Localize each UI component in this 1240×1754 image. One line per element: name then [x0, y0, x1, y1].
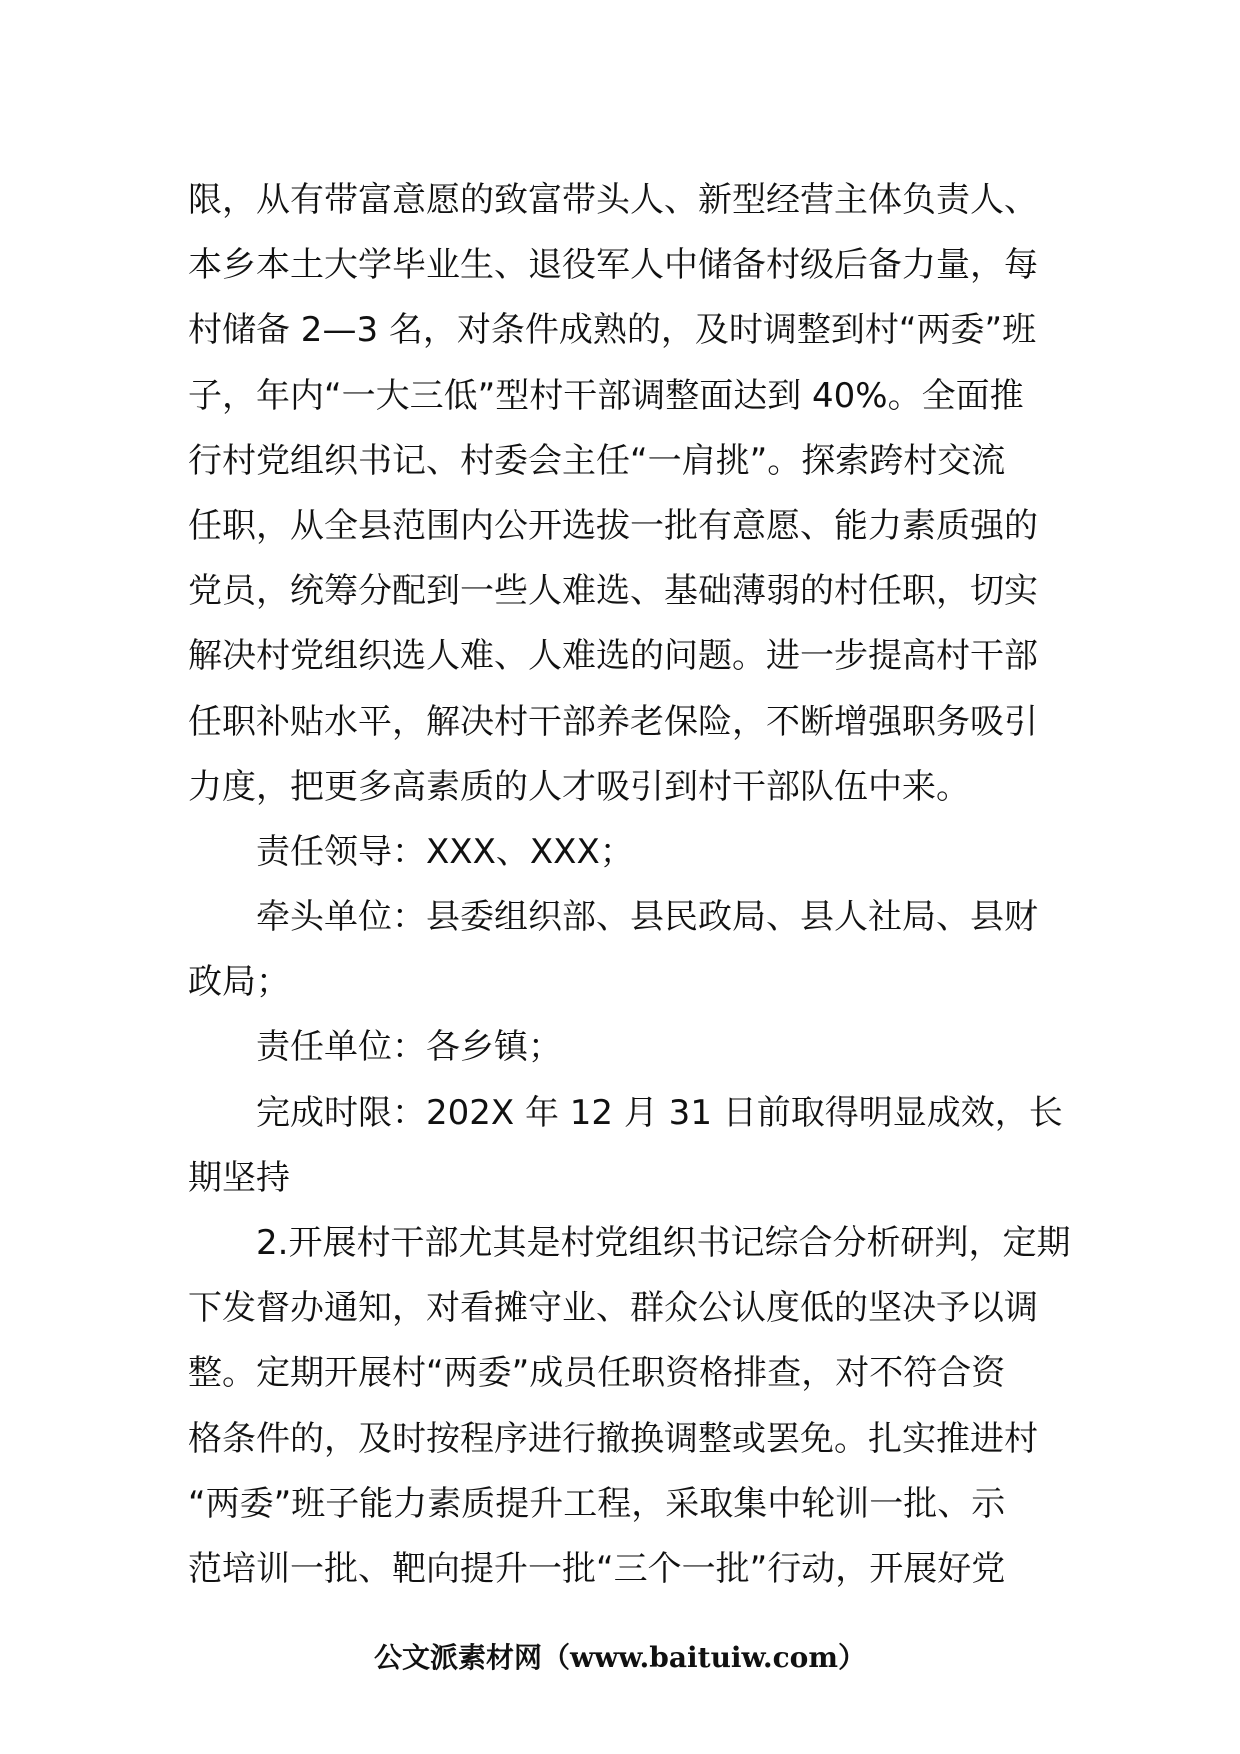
responsible-unit-line: 责任单位：各乡镇； — [256, 1027, 562, 1068]
document-body — [188, 168, 1071, 1602]
text-line: 任职补贴水平，解决村干部养老保险，不断增强职务吸引 — [188, 701, 1038, 742]
text-line: 村储备 2—3 名，对条件成熟的，及时调整到村“两委”班 — [188, 310, 1037, 351]
lead-unit-line: 牵头单位：县委组织部、县民政局、县人社局、县财 — [256, 897, 1038, 938]
text-line: 力度，把更多高素质的人才吸引到村干部队伍中来。 — [188, 766, 970, 807]
text-line: 任职，从全县范围内公开选拔一批有意愿、能力素质强的 — [188, 505, 1038, 546]
text-line: 格条件的，及时按程序进行撤换调整或罢免。扎实推进村 — [188, 1418, 1038, 1459]
footer-watermark: 公文派素材网（www.baituiw.com） — [374, 1641, 866, 1674]
responsible-leader-line: 责任领导：XXX、XXX； — [256, 831, 634, 872]
text-line: 期坚持 — [188, 1157, 290, 1198]
text-line: 子，年内“一大三低”型村干部调整面达到 40%。全面推 — [188, 375, 1024, 416]
text-line: “两委”班子能力素质提升工程，采取集中轮训一批、示 — [188, 1483, 1006, 1524]
text-line: 限，从有带富意愿的致富带头人、新型经营主体负责人、 — [188, 180, 1038, 220]
text-line: 解决村党组织选人难、人难选的问题。进一步提高村干部 — [188, 636, 1038, 677]
deadline-line: 完成时限：202X 年 12 月 31 日前取得明显成效，长 — [256, 1092, 1063, 1133]
text-line: 下发督办通知，对看摊守业、群众公认度低的坚决予以调 — [188, 1288, 1038, 1329]
section-2-first-line: 2.开展村干部尤其是村党组织书记综合分析研判，定期 — [256, 1223, 1071, 1263]
text-line: 政局； — [188, 962, 290, 1003]
text-line: 党员，统筹分配到一些人难选、基础薄弱的村任职，切实 — [188, 571, 1038, 612]
text-line: 本乡本土大学毕业生、退役军人中储备村级后备力量，每 — [188, 245, 1038, 286]
text-line: 行村党组织书记、村委会主任“一肩挑”。探索跨村交流 — [188, 440, 1006, 481]
text-line: 范培训一批、靶向提升一批“三个一批”行动，开展好党 — [188, 1548, 1006, 1589]
text-line: 整。定期开展村“两委”成员任职资格排查，对不符合资 — [188, 1353, 1006, 1394]
